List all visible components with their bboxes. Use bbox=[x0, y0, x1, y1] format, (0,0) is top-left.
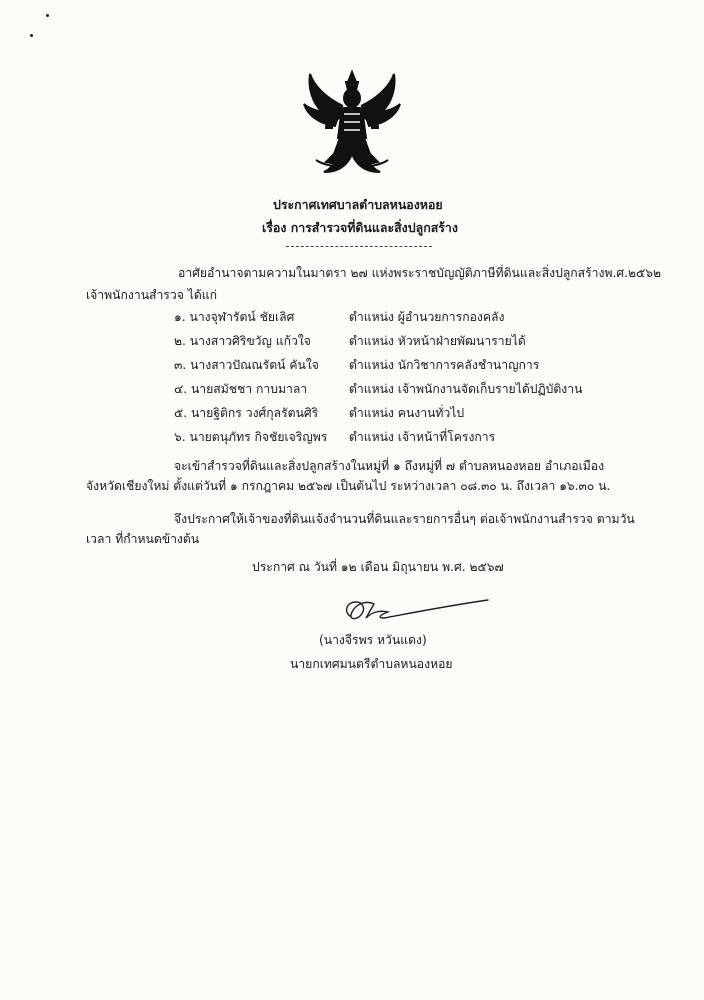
handwritten-signature bbox=[336, 594, 496, 630]
scan-speck bbox=[30, 34, 33, 37]
officer-position: ตำแหน่ง คนงานทั่วไป bbox=[349, 406, 465, 420]
document-title: ประกาศเทศบาลตำบลหนองหอย bbox=[273, 197, 443, 212]
garuda-emblem-icon bbox=[296, 68, 408, 180]
signatory-title: นายกเทศมนตรีตำบลหนองหอย bbox=[290, 657, 453, 671]
intro-line-2: เจ้าพนักงานสำรวจ ได้แก่ bbox=[86, 288, 217, 302]
notice-line-2: เวลา ที่กำหนดข้างต้น bbox=[86, 532, 200, 546]
survey-line-1: จะเข้าสำรวจที่ดินและสิ่งปลูกสร้างในหมู่ที่ ๑ ถึงหมู่ที่ ๗ ตำบลหนองหอย อำเภอเมือง bbox=[174, 459, 605, 473]
title-divider bbox=[286, 246, 432, 247]
officer-position: ตำแหน่ง ผู้อำนวยการกองคลัง bbox=[349, 310, 505, 324]
intro-line-1: อาศัยอำนาจตามความในมาตรา ๒๗ แห่งพระราชบัญญัติภาษีที่ดินและสิ่งปลูกสร้างพ.ศ.๒๕๖๒ bbox=[178, 266, 662, 280]
notice-line-1: จึงประกาศให้เจ้าของที่ดินแจ้งจำนวนที่ดินและรายการอื่นๆ ต่อเจ้าพนักงานสำรวจ ตามวัน bbox=[174, 512, 635, 526]
officer-name: ๕. นายฐิติกร วงศ์กุลรัตนศิริ bbox=[174, 406, 319, 420]
officer-name: ๖. นายตนุภัทร กิจชัยเจริญพร bbox=[174, 430, 328, 444]
officer-name: ๔. นายสมัชชา กาบมาลา bbox=[174, 382, 308, 396]
document-subject: เรื่อง การสำรวจที่ดินและสิ่งปลูกสร้าง bbox=[262, 220, 458, 235]
announcement-date: ประกาศ ณ วันที่ ๑๒ เดือน มิถุนายน พ.ศ. ๒๕๖๗ bbox=[252, 560, 504, 574]
officer-position: ตำแหน่ง นักวิชาการคลังชำนาญการ bbox=[349, 358, 540, 372]
scan-speck bbox=[46, 14, 49, 17]
officer-name: ๓. นางสาวปัณณรัตน์ คันใจ bbox=[174, 358, 319, 372]
officer-position: ตำแหน่ง หัวหน้าฝ่ายพัฒนารายได้ bbox=[349, 334, 526, 348]
officer-position: ตำแหน่ง เจ้าพนักงานจัดเก็บรายได้ปฏิบัติงาน bbox=[349, 382, 583, 396]
signatory-name: (นางจีรพร หวันแดง) bbox=[319, 633, 427, 647]
officer-name: ๑. นางจุฬารัตน์ ชัยเลิศ bbox=[174, 310, 295, 324]
officer-name: ๒. นางสาวศิริขวัญ แก้วใจ bbox=[174, 334, 311, 348]
officer-position: ตำแหน่ง เจ้าหน้าที่โครงการ bbox=[349, 430, 496, 444]
survey-line-2: จังหวัดเชียงใหม่ ตั้งแต่วันที่ ๑ กรกฎาคม ๒๕๖๗ เป็นต้นไป ระหว่างเวลา ๐๘.๓๐ น. ถึงเวลา ๑๖.๓๐ น. bbox=[86, 479, 611, 493]
